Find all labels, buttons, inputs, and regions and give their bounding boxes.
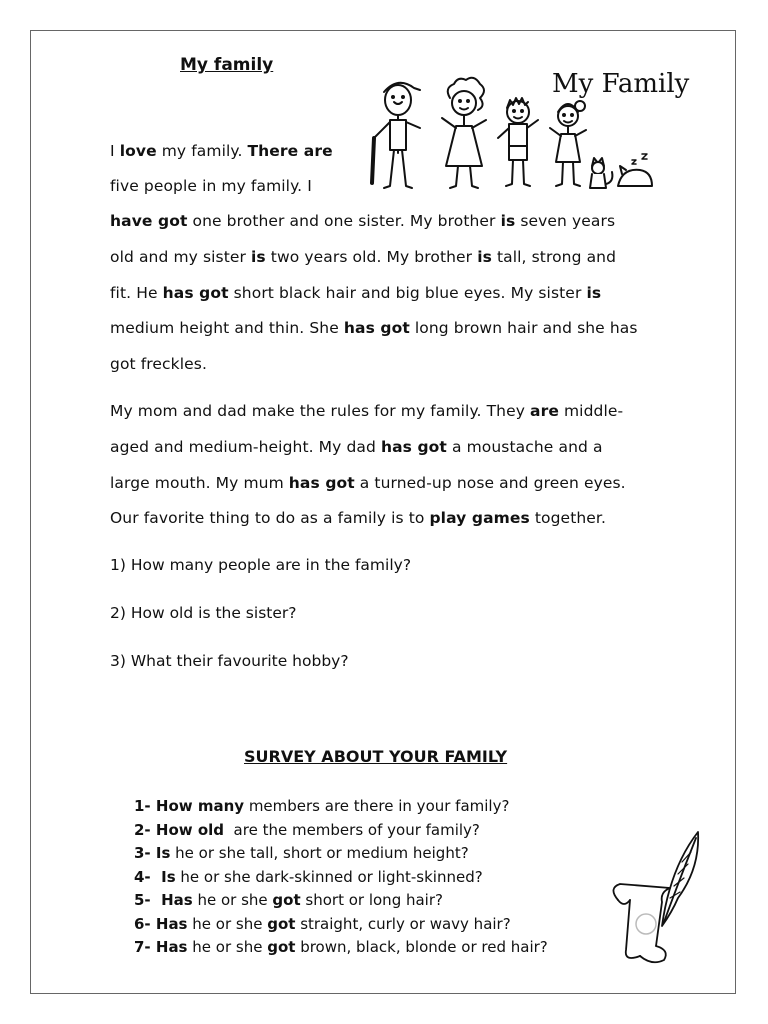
- paragraph-2-line: [110, 509, 606, 527]
- text-segment: My mom and dad make the rules for my family. They: [110, 402, 531, 420]
- text-segment: large mouth. My mum: [110, 474, 289, 492]
- page-title: My family: [180, 55, 274, 75]
- text-segment: together.: [529, 509, 607, 527]
- paragraph-1-line: [110, 248, 616, 266]
- survey-item: [134, 889, 548, 913]
- bold-text-segment: 7- Has: [134, 938, 188, 956]
- bold-text-segment: is: [251, 248, 266, 266]
- bold-text-segment: 1- How many: [134, 797, 245, 815]
- text-segment: seven years: [515, 212, 616, 230]
- survey-title: SURVEY ABOUT YOUR FAMILY: [244, 747, 508, 766]
- mom-figure: [442, 78, 486, 188]
- bold-text-segment: has got: [343, 319, 410, 337]
- bold-text-segment: There are: [247, 142, 333, 160]
- text-segment: a moustache and a: [446, 438, 603, 456]
- bold-text-segment: 6- Has: [134, 914, 188, 933]
- text-segment: he or she: [187, 938, 268, 956]
- bold-text-segment: is: [477, 248, 492, 266]
- paragraph-2-line: [110, 402, 623, 420]
- survey-item: [134, 866, 548, 890]
- text-segment: are the members of your family?: [224, 820, 480, 839]
- bold-text-segment: got: [267, 914, 296, 933]
- text-segment: five people in my family. I: [110, 177, 312, 195]
- bold-text-segment: love: [119, 142, 157, 160]
- paragraph-2-line: [110, 474, 626, 492]
- text-segment: my family.: [156, 142, 248, 160]
- text-segment: long brown hair and she has: [409, 319, 638, 337]
- text-segment: a turned-up nose and green eyes.: [354, 474, 626, 492]
- text-segment: old and my sister: [110, 248, 252, 266]
- paragraph-1-line: [110, 212, 615, 230]
- paragraph-1-line: [110, 142, 333, 160]
- paragraph-1-line: [110, 284, 601, 302]
- text-segment: straight, curly or wavy hair?: [295, 914, 511, 933]
- paragraph-2-line: [110, 438, 603, 456]
- text-segment: brown, black, blonde or red hair?: [295, 938, 548, 956]
- text-segment: he or she: [192, 891, 273, 909]
- my-family-logo: My Family: [552, 69, 690, 99]
- question-1: 1) How many people are in the family?: [110, 556, 412, 574]
- text-segment: medium height and thin. She: [110, 319, 344, 337]
- text-segment: members are there in your family?: [244, 797, 510, 815]
- text-segment: two years old. My brother: [265, 248, 478, 266]
- boy-figure: [498, 98, 538, 186]
- text-segment: got freckles.: [110, 355, 207, 373]
- dad-figure: [372, 83, 420, 188]
- bold-text-segment: is: [586, 284, 602, 302]
- text-segment: he or she dark-skinned or light-skinned?: [175, 867, 483, 886]
- text-segment: aged and medium-height. My dad: [110, 438, 381, 456]
- survey-item: [134, 842, 548, 866]
- bold-text-segment: play games: [429, 509, 530, 527]
- bold-text-segment: have got: [110, 212, 188, 230]
- survey-item: [134, 795, 548, 819]
- survey-item: [134, 936, 548, 960]
- text-segment: he or she tall, short or medium height?: [170, 844, 469, 862]
- paragraph-1-line: [110, 319, 638, 337]
- bold-text-segment: got: [267, 938, 296, 956]
- survey-list: [134, 795, 548, 960]
- paragraph-1-line: [110, 177, 312, 195]
- text-segment: I: [110, 142, 120, 160]
- bold-text-segment: is: [500, 212, 516, 230]
- question-2: 2) How old is the sister?: [110, 604, 297, 622]
- bold-text-segment: got: [272, 891, 301, 909]
- text-segment: short or long hair?: [300, 891, 443, 909]
- bold-text-segment: 5- Has: [134, 891, 193, 909]
- bold-text-segment: 3- Is: [134, 844, 171, 862]
- survey-item: [134, 819, 548, 843]
- bold-text-segment: has got: [162, 284, 229, 302]
- text-segment: Our favorite thing to do as a family is to: [110, 509, 430, 527]
- bold-text-segment: are: [530, 402, 559, 420]
- bold-text-segment: has got: [380, 438, 447, 456]
- bold-text-segment: 4- Is: [134, 867, 176, 886]
- cat-figure: [590, 158, 612, 188]
- text-segment: middle-: [558, 402, 624, 420]
- text-segment: fit. He: [110, 284, 163, 302]
- survey-item: [134, 913, 548, 937]
- family-illustration: [360, 58, 690, 200]
- text-segment: he or she: [187, 914, 268, 933]
- bold-text-segment: has got: [288, 474, 355, 492]
- text-segment: short black hair and big blue eyes. My sister: [228, 284, 587, 302]
- sleeping-cat-figure: [618, 154, 652, 186]
- bold-text-segment: 2- How old: [134, 820, 225, 839]
- paragraph-1-line: [110, 355, 207, 373]
- question-3: 3) What their favourite hobby?: [110, 652, 349, 670]
- text-segment: one brother and one sister. My brother: [187, 212, 501, 230]
- text-segment: tall, strong and: [491, 248, 617, 266]
- girl-figure: [550, 101, 586, 186]
- quill-scroll-illustration: [600, 828, 708, 968]
